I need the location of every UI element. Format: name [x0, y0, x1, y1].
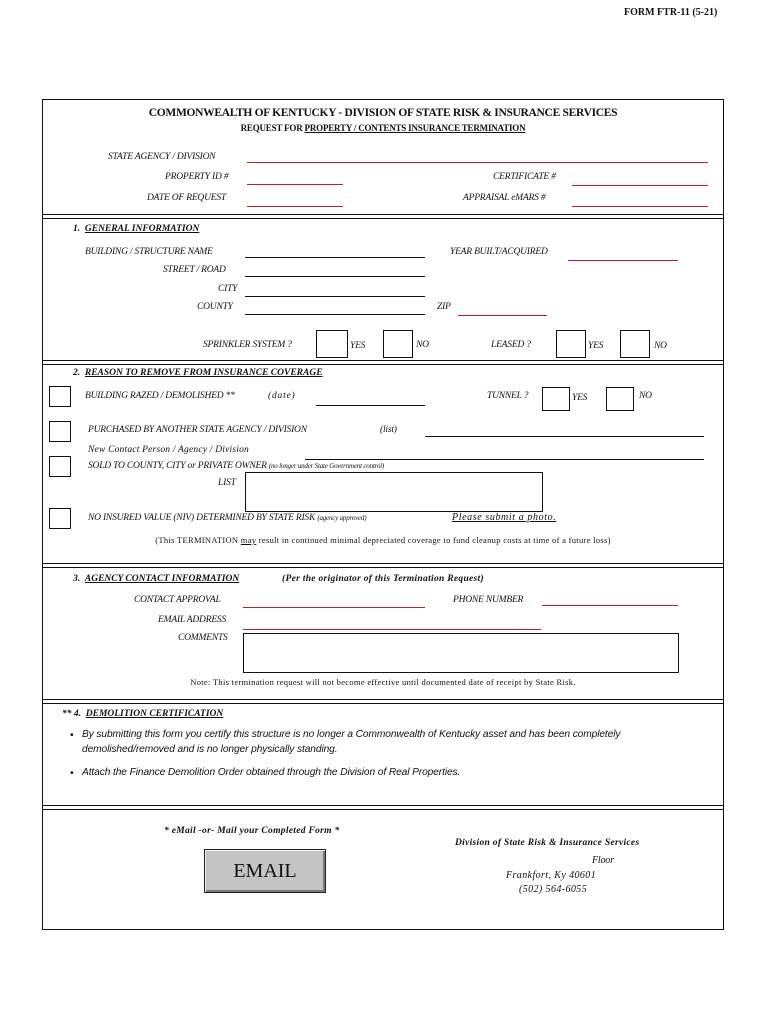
- appraisal-label: APPRAISAL eMARS #: [463, 193, 546, 203]
- address-floor: Floor: [592, 855, 614, 866]
- section1-title: GENERAL INFORMATION: [84, 224, 200, 234]
- razed-checkbox[interactable]: [49, 386, 71, 407]
- state-agency-label: STATE AGENCY / DIVISION: [108, 152, 216, 162]
- bullet-icon: •: [70, 767, 74, 779]
- street-label: STREET / ROAD: [163, 265, 226, 275]
- new-contact-label: New Contact Person / Agency / Division: [88, 445, 249, 455]
- sold-list-textarea[interactable]: [245, 472, 543, 512]
- section4-number: ** 4.: [62, 709, 81, 719]
- street-field[interactable]: [245, 276, 425, 277]
- form-number: FORM FTR-11 (5-21): [624, 7, 718, 18]
- sprinkler-yes-checkbox[interactable]: [316, 330, 348, 358]
- address-phone: (502) 564-6055: [519, 884, 588, 895]
- form-subtitle: [42, 123, 724, 133]
- sprinkler-label: SPRINKLER SYSTEM ?: [203, 340, 292, 350]
- purchased-label: PURCHASED BY ANOTHER STATE AGENCY / DIVISION: [88, 425, 307, 435]
- subtitle-prefix: REQUEST FOR: [240, 123, 305, 133]
- date-of-request-field[interactable]: [247, 206, 343, 207]
- section4-title: DEMOLITION CERTIFICATION: [85, 709, 224, 719]
- certification-text-1: By submitting this form you certify this structure is no longer a Commonwealth of Kentucky asset and has been completely: [82, 729, 621, 740]
- niv-checkbox[interactable]: [49, 508, 71, 529]
- certificate-label: CERTIFICATE #: [493, 172, 556, 182]
- city-field[interactable]: [245, 296, 425, 297]
- sold-label: [88, 461, 384, 471]
- comments-label: COMMENTS: [178, 633, 228, 643]
- niv-text: NO INSURED VALUE (NIV) DETERMINED BY STATE RISK: [88, 513, 316, 523]
- email-address-field[interactable]: [243, 629, 541, 630]
- building-name-field[interactable]: [245, 257, 425, 258]
- section4-heading: [62, 709, 223, 719]
- contact-approval-label: CONTACT APPROVAL: [134, 595, 221, 605]
- tunnel-label: TUNNEL ?: [487, 391, 529, 401]
- certification-text-2: demolished/removed and is no longer physically standing.: [82, 744, 338, 755]
- tunnel-yes-checkbox[interactable]: [542, 387, 570, 411]
- county-field[interactable]: [245, 314, 425, 315]
- termination-note: [42, 535, 724, 545]
- sold-checkbox[interactable]: [49, 456, 71, 477]
- razed-label: BUILDING RAZED / DEMOLISHED **: [85, 391, 235, 401]
- niv-note: (agency approved): [317, 514, 367, 522]
- section-divider: [42, 214, 724, 219]
- property-id-label: PROPERTY ID #: [165, 172, 229, 182]
- address-city: Frankfort, Ky 40601: [506, 870, 597, 881]
- city-label: CITY: [218, 284, 238, 294]
- new-contact-field[interactable]: [305, 459, 704, 460]
- termination-prefix: (This TERMINATION: [155, 535, 241, 545]
- leased-yes-checkbox[interactable]: [556, 330, 586, 358]
- state-agency-field[interactable]: [247, 162, 708, 163]
- purchased-checkbox[interactable]: [49, 421, 71, 442]
- tunnel-no-label: NO: [639, 391, 652, 401]
- appraisal-field[interactable]: [572, 206, 708, 207]
- effective-note: Note: This termination request will not become effective until documented date of receipt by State Risk.: [190, 677, 576, 687]
- section3-heading: [73, 574, 239, 584]
- section2-heading: [73, 368, 323, 378]
- section-divider: [42, 805, 724, 810]
- section-divider: [42, 563, 724, 568]
- email-address-label: EMAIL ADDRESS: [158, 615, 227, 625]
- leased-label: LEASED ?: [491, 340, 531, 350]
- year-built-field[interactable]: [568, 260, 678, 261]
- mail-prompt: * eMail -or- Mail your Completed Form *: [164, 826, 340, 836]
- leased-no-checkbox[interactable]: [620, 330, 650, 358]
- sold-text: SOLD TO COUNTY, CITY or PRIVATE OWNER: [88, 461, 267, 471]
- section3-number: 3.: [73, 574, 81, 584]
- section2-title: REASON TO REMOVE FROM INSURANCE COVERAGE: [84, 368, 323, 378]
- sold-note: (no longer under State Government control): [268, 462, 385, 470]
- form-title: COMMONWEALTH OF KENTUCKY - DIVISION OF STATE RISK & INSURANCE SERVICES: [148, 107, 618, 119]
- section1-number: 1.: [73, 224, 81, 234]
- county-label: COUNTY: [197, 302, 233, 312]
- building-name-label: BUILDING / STRUCTURE NAME: [85, 247, 213, 257]
- section3-title: AGENCY CONTACT INFORMATION: [84, 574, 240, 584]
- phone-label: PHONE NUMBER: [453, 595, 524, 605]
- list-label: LIST: [218, 478, 236, 488]
- leased-yes-label: YES: [588, 341, 604, 351]
- razed-date-field[interactable]: [316, 405, 425, 406]
- termination-suffix: result in continued minimal depreciated coverage to fund cleanup costs at time of a future loss): [256, 535, 611, 545]
- section1-heading: [73, 224, 199, 234]
- submit-photo-note: Please submit a photo.: [452, 512, 557, 523]
- year-built-label: YEAR BUILT/ACQUIRED: [450, 247, 548, 257]
- division-name: Division of State Risk & Insurance Services: [455, 838, 640, 848]
- razed-date-hint: (date): [268, 391, 296, 401]
- subtitle-underlined: PROPERTY / CONTENTS INSURANCE TERMINATION: [304, 123, 526, 133]
- purchased-list-field[interactable]: [425, 436, 704, 437]
- section2-number: 2.: [73, 368, 81, 378]
- phone-field[interactable]: [542, 605, 678, 606]
- zip-label: ZIP: [437, 302, 451, 312]
- email-button[interactable]: EMAIL: [204, 849, 326, 893]
- bullet-icon: •: [70, 729, 74, 741]
- property-id-field[interactable]: [247, 184, 343, 185]
- certification-text-3: Attach the Finance Demolition Order obtained through the Division of Real Properties.: [82, 767, 461, 778]
- sprinkler-no-checkbox[interactable]: [383, 330, 413, 358]
- tunnel-yes-label: YES: [572, 393, 588, 403]
- sprinkler-yes-label: YES: [350, 341, 366, 351]
- section-divider: [42, 699, 724, 704]
- certificate-field[interactable]: [572, 185, 708, 186]
- section-divider: [42, 360, 724, 365]
- section3-subtitle: (Per the originator of this Termination Request): [282, 574, 484, 584]
- termination-may: may: [240, 535, 257, 545]
- tunnel-no-checkbox[interactable]: [606, 387, 634, 411]
- zip-field[interactable]: [458, 315, 547, 316]
- date-of-request-label: DATE OF REQUEST: [147, 193, 226, 203]
- contact-approval-field[interactable]: [243, 607, 425, 608]
- niv-label: [88, 513, 366, 523]
- comments-textarea[interactable]: [243, 633, 679, 673]
- leased-no-label: NO: [654, 341, 667, 351]
- purchased-list-hint: (list): [380, 425, 397, 435]
- sprinkler-no-label: NO: [416, 340, 429, 350]
